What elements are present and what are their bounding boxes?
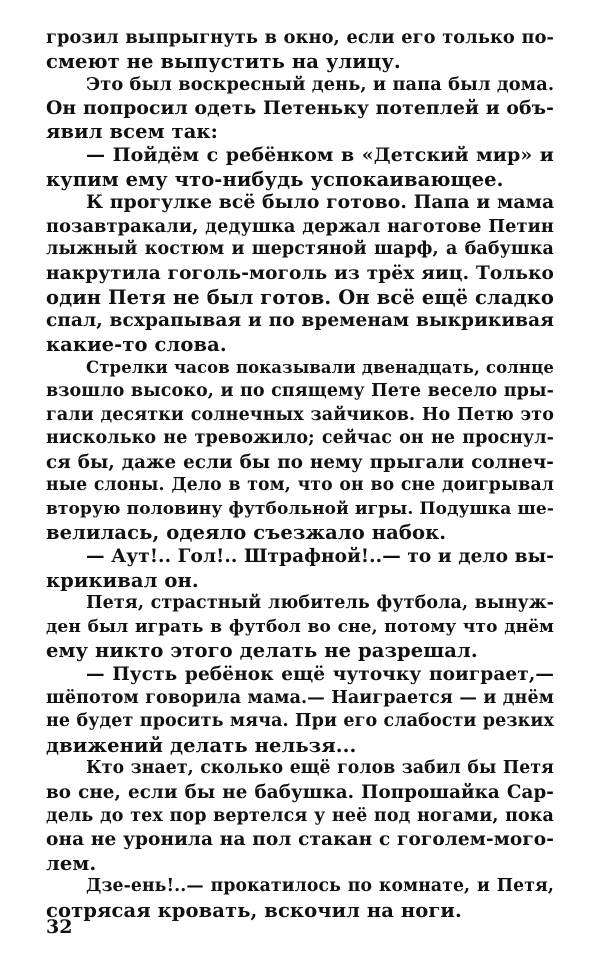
text-line: ся бы, даже если бы по нему прыгали солнеч- [46, 451, 554, 473]
text-line: Он попросил одеть Петеньку потеплей и объ- [46, 96, 554, 119]
page-number: 32 [46, 916, 73, 938]
text-line: купим ему что-нибудь успокаивающее. [46, 167, 504, 191]
text-line: Петя, страстный любитель футбола, вынуж- [86, 593, 554, 614]
text-line: ден был играть в футбол во сне, потому что днём [46, 616, 554, 637]
text-line: — Пойдём с ребёнком в «Детский мир» и [86, 143, 554, 166]
text-line: не будет просить мяча. При его слабости резких [46, 711, 554, 732]
text-line: накрутила гоголь-моголь из трёх яиц. Только [46, 262, 554, 284]
text-line: явил всем так: [46, 120, 218, 144]
text-line: она не уронила на пол стакан с гоголем-мого- [46, 829, 554, 851]
text-line: — Аут!.. Гол!.. Штрафной!..— то и дело вы- [86, 546, 555, 568]
text-line: крикивал он. [46, 568, 199, 592]
text-line: дель до тех пор вертелся у неё под ногами, пока [46, 805, 554, 826]
text-line: сотрясая кровать, вскочил на ноги. [46, 898, 462, 922]
text-line: Кто знает, сколько ещё голов забил бы Петя [86, 758, 554, 779]
text-line: гали десятки солнечных зайчиков. Но Петю это [46, 404, 554, 425]
text-line: грозил выпрыгнуть в окно, если его только по- [46, 27, 554, 48]
text-line: какие-то слова. [46, 332, 227, 356]
text-line: лыжный костюм и шерстяной шарф, а бабушка [46, 239, 554, 260]
text-line: нисколько не тревожило; сейчас он не проснул- [46, 428, 554, 449]
text-line: Стрелки часов показывали двенадцать, солнце [86, 358, 554, 378]
text-line: Это был воскресный день, и папа был дома. [86, 74, 555, 96]
text-line: позавтракали, дедушка держал наготове Петин [46, 215, 554, 237]
text-line: лем. [46, 851, 97, 875]
text-line: ные слоны. Дело в том, что он во сне доигрывал [46, 475, 554, 496]
text-line: шёпотом говорила мама.— Наиграется — и днём [46, 687, 554, 708]
text-line: велилась, одеяло съезжало набок. [46, 521, 447, 545]
text-line: — Пусть ребёнок ещё чуточку поиграет,— [86, 664, 554, 686]
text-line: взошло высоко, и по спящему Пете весело пры- [46, 380, 554, 401]
body-text [46, 26, 554, 923]
text-line: спал, всхрапывая и по временам выкрикивая [46, 310, 554, 332]
text-line: Дзе-ень!..— прокатилось по комнате, и Петя, [86, 876, 554, 897]
text-line: ему никто этого делать не разрешал. [46, 639, 478, 663]
text-line: движений делать нельзя... [46, 733, 357, 757]
text-line: К прогулке всё было готово. Папа и мама [86, 191, 555, 214]
text-line: вторую половину футбольной игры. Подушка ше- [46, 498, 554, 519]
text-line: смеют не выпустить на улицу. [46, 49, 401, 73]
text-line: один Петя не был готов. Он всё ещё сладко [46, 285, 554, 309]
text-line: во сне, если бы не бабушка. Попрошайка Сар- [46, 782, 554, 803]
